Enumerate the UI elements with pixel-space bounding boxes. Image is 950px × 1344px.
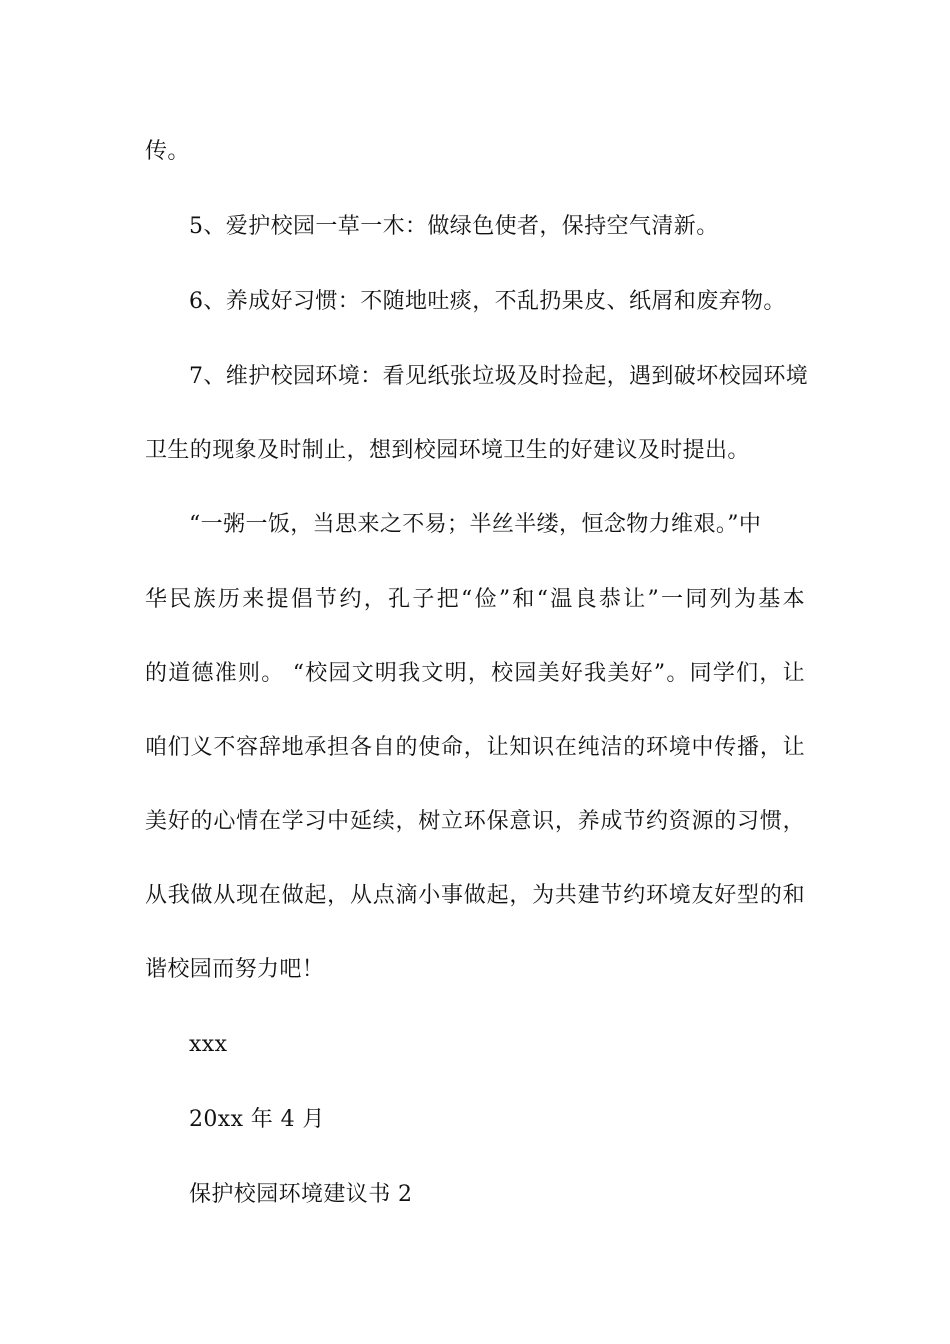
paragraph-line: 咱们义不容辞地承担各自的使命，让知识在纯洁的环境中传播，让 <box>145 735 805 760</box>
paragraph-line: 的道德准则。 “校园文明我文明，校园美好我美好”。同学们，让 <box>145 661 805 686</box>
paragraph-line: 美好的心情在学习中延续，树立环保意识，养成节约资源的习惯， <box>145 809 805 834</box>
list-item-7: 7、维护校园环境：看见纸张垃圾及时捡起，遇到破坏校园环境 <box>189 364 809 389</box>
signature: xxx <box>189 1032 228 1057</box>
paragraph-line: “一粥一饭，当思来之不易；半丝半缕，恒念物力维艰。”中 <box>189 512 762 537</box>
paragraph-line: 卫生的现象及时制止，想到校园环境卫生的好建议及时提出。 <box>145 438 750 463</box>
paragraph-line: 华民族历来提倡节约，孔子把“俭”和“温良恭让”一同列为基本 <box>145 587 805 612</box>
date: 20xx 年 4 月 <box>189 1107 325 1132</box>
section-title: 保护校园环境建议书 2 <box>189 1182 413 1207</box>
list-item-6: 6、养成好习惯：不随地吐痰，不乱扔果皮、纸屑和废弃物。 <box>189 289 786 314</box>
paragraph-line: 谐校园而努力吧！ <box>145 957 325 982</box>
paragraph-line: 从我做从现在做起，从点滴小事做起，为共建节约环境友好型的和 <box>145 883 805 908</box>
list-item-5: 5、爱护校园一草一木：做绿色使者，保持空气清新。 <box>189 214 719 239</box>
paragraph-line: 传。 <box>145 139 190 164</box>
